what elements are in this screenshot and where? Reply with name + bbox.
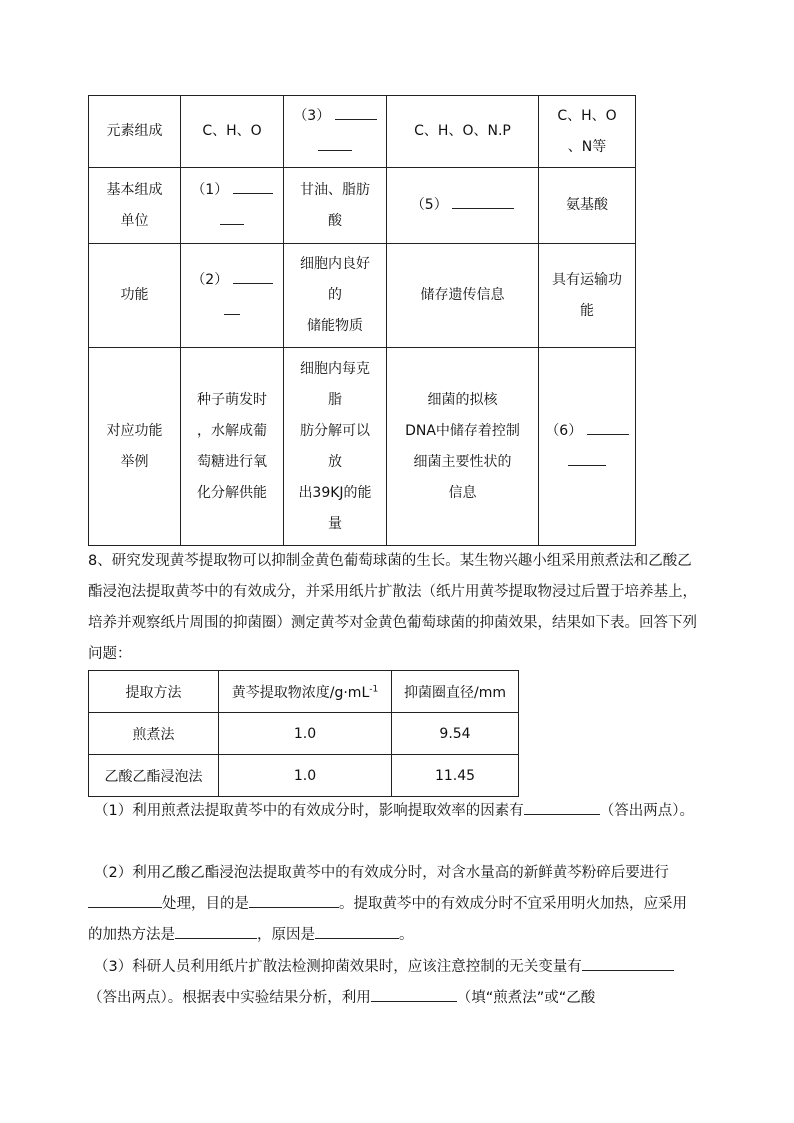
question-8-stem: 8、研究发现黄芩提取物可以抑制金黄色葡萄球菌的生长。某生物兴趣小组采用煎煮法和乙酸乙酯浸泡法提取黄芩中的有效成分，并采用纸片扩散法（纸片用黄芩提取物浸过后置于培养基上，培养并观察纸片周围的抑菌圈）测定黄芩对金黄色葡萄球菌的抑菌效果，结果如下表。回答下列问题： [88, 553, 697, 662]
answer-blank[interactable] [644, 956, 674, 971]
cell: 储存遗传信息 [387, 244, 539, 348]
row-label: 元素组成 [89, 96, 181, 168]
cell: 9.54 [392, 713, 519, 755]
cell: 细胞内良好 的 储能物质 [284, 244, 387, 348]
cell-blank-1: （1） [181, 168, 284, 244]
answer-blank[interactable] [88, 893, 162, 908]
table-row [89, 244, 636, 348]
answer-blank[interactable] [582, 956, 644, 971]
sub-question-3: （3）科研人员利用纸片扩散法检测抑菌效果时，应该注意控制的无关变量有（答出两点）。根据表中实验结果分析，利用 （填“煎煮法”或“乙酸 [88, 952, 700, 1014]
answer-blank[interactable] [524, 800, 600, 815]
cell: 11.45 [392, 755, 519, 797]
results-table [88, 670, 519, 797]
cell: 种子萌发时 ，水解成葡 萄糖进行氧 化分解供能 [181, 348, 284, 546]
cell: 细胞内每克 脂 肪分解可以 放 出39KJ的能 量 [284, 348, 387, 546]
column-header: 黄芩提取物浓度$/g\cdot mL^{-1}$ [219, 671, 392, 713]
cell: 细菌的拟核 DNA中储存着控制 细菌主要性状的 信息 [387, 348, 539, 546]
cell-blank-2: （2） [181, 244, 284, 348]
table-row [89, 755, 519, 797]
cell: 煎煮法 [89, 713, 219, 755]
cell: 氨基酸 [539, 168, 636, 244]
table-row [89, 96, 636, 168]
cell-blank-6: （6） [539, 348, 636, 546]
cell: 1.0 [219, 713, 392, 755]
cell: 乙酸乙酯浸泡法 [89, 755, 219, 797]
table-row [89, 168, 636, 244]
cell: 具有运输功 能 [539, 244, 636, 348]
column-header: 提取方法 [89, 671, 219, 713]
cell-blank-3: （3） [284, 96, 387, 168]
answer-blank[interactable] [175, 924, 257, 939]
sub-question-1: （1）利用煎煮法提取黄芩中的有效成分时，影响提取效率的因素有 （答出两点）。 [88, 796, 700, 827]
cell: C、H、O、N.P [387, 96, 539, 168]
answer-blank[interactable] [315, 924, 399, 939]
table-header-row [89, 671, 519, 713]
cell: C、H、O 、N等 [539, 96, 636, 168]
table-row [89, 713, 519, 755]
cell: C、H、O [181, 96, 284, 168]
row-label: 功能 [89, 244, 181, 348]
cell: 甘油、脂肪 酸 [284, 168, 387, 244]
row-label: 对应功能 举例 [89, 348, 181, 546]
sub-question-2: （2）利用乙酸乙酯浸泡法提取黄芩中的有效成分时，对含水量高的新鲜黄芩粉碎后要进行处理，目的是 。提取黄芩中的有效成分时不宜采用明火加热，应采用的加热方法是 ，原因是 。 [88, 865, 687, 943]
answer-blank[interactable] [249, 893, 339, 908]
cell-blank-5: （5） [387, 168, 539, 244]
biomolecule-table [88, 95, 636, 546]
table-row [89, 348, 636, 546]
row-label: 基本组成 单位 [89, 168, 181, 244]
cell: 1.0 [219, 755, 392, 797]
column-header: 抑菌圈直径/mm [392, 671, 519, 713]
answer-blank[interactable] [371, 987, 457, 1002]
